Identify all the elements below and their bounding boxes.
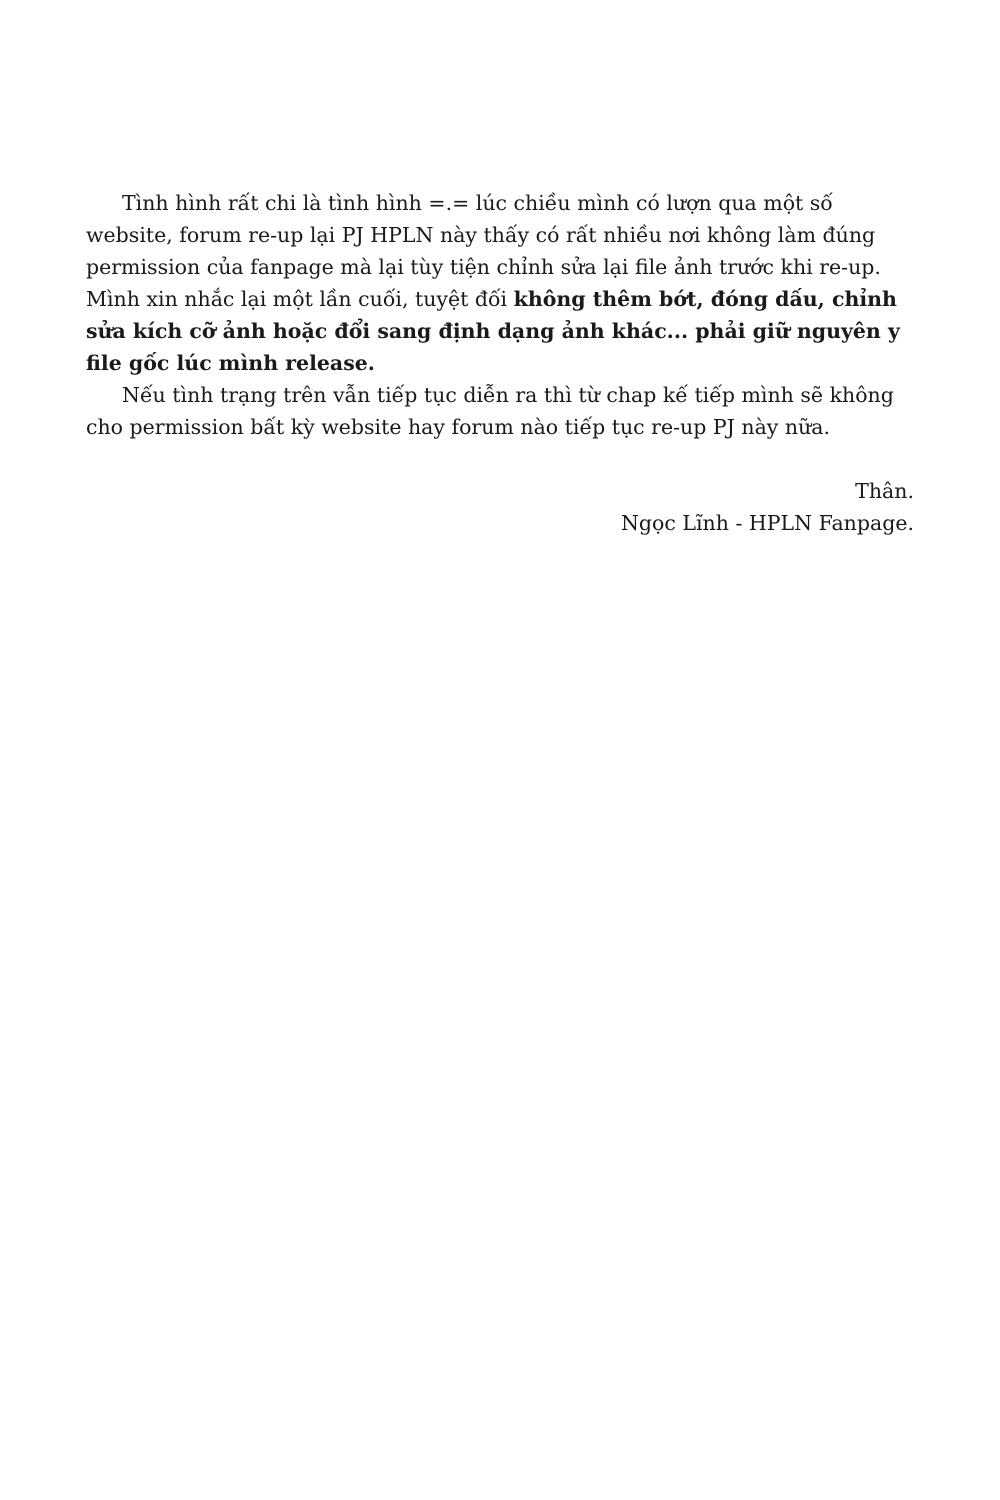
paragraph-warning-text: Tình hình rất chi là tình hình =.= lúc chiều mình có lượn qua một số website, forum re-up lại PJ HPLN này thấy có rất nhiều nơi không làm đúng permission của fanpage mà lại tùy tiện chỉnh sửa lại file ảnh trước khi re-up. Mình xin nhắc lại một lần cuối, tuyệt đối: [86, 191, 881, 311]
paragraph-warning: [86, 187, 914, 379]
closing-text: Thân.: [855, 479, 914, 503]
document-page: [86, 187, 914, 539]
paragraph-warning-bold-text: không thêm bớt, đóng dấu, chỉnh sửa kích cỡ ảnh hoặc đổi sang định dạng ảnh khác... phải giữ nguyên y file gốc lúc mình release.: [86, 287, 900, 375]
signature-text: Ngọc Lĩnh - HPLN Fanpage.: [620, 511, 914, 535]
paragraph-consequence: Nếu tình trạng trên vẫn tiếp tục diễn ra thì từ chap kế tiếp mình sẽ không cho permission bất kỳ website hay forum nào tiếp tục re-up PJ này nữa.: [86, 383, 894, 439]
signoff: [86, 475, 914, 539]
